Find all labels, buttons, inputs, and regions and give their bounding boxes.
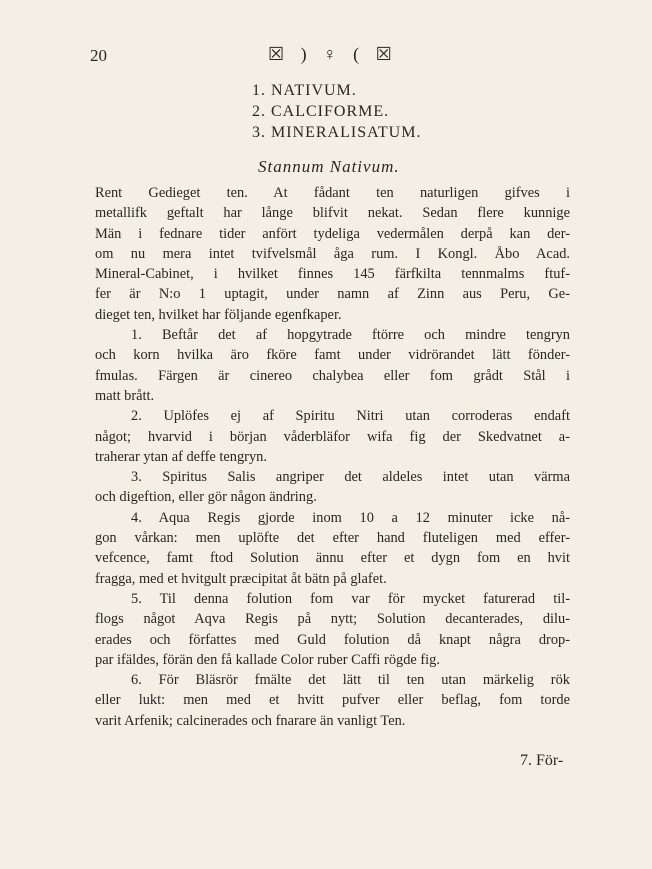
text-line: Mineral-Cabinet, i hvilket finnes 145 färfkilta tennmalms ftuf- bbox=[95, 266, 570, 283]
paragraph bbox=[95, 406, 570, 467]
heading-list bbox=[252, 80, 421, 143]
page-number: 20 bbox=[90, 46, 107, 65]
text-line: fmulas. Färgen är cinereo chalybea eller fom grådt Stål i bbox=[95, 367, 570, 384]
body-text bbox=[95, 183, 570, 731]
text-line: flogs något Aqva Regis på nytt; Solution decanterades, dilu- bbox=[95, 611, 570, 628]
text-line: 6. För Bläsrör fmälte det lätt til ten utan märkelig rök bbox=[131, 672, 570, 689]
text-line: Män i fednare tider anfört tydeliga vedermålen derpå kan der- bbox=[95, 225, 570, 242]
text-line: och digeftion, eller gör någon ändring. bbox=[95, 489, 317, 506]
paragraph bbox=[95, 467, 570, 508]
text-line: fragga, med et hvitgult præcipitat åt bätn på glafet. bbox=[95, 570, 387, 587]
text-line: dieget ten, hvilket har följande egenfkaper. bbox=[95, 306, 342, 323]
text-line: metallifk geftalt har långe blifvit nekat. Sedan flere kunnige bbox=[95, 205, 570, 222]
heading-item: 1. NATIVUM. bbox=[252, 82, 357, 99]
text-line: om nu mera intet tvifvelsmål åga rum. I Kongl. Åbo Acad. bbox=[95, 245, 570, 262]
text-line: 2. Uplöfes ej af Spiritu Nitri utan corroderas endaft bbox=[131, 408, 570, 425]
text-line: eller lukt: men med et hvitt pufver eller beflag, fom torde bbox=[95, 692, 570, 709]
text-line: Rent Gedieget ten. At fådant ten naturligen gifves i bbox=[95, 185, 570, 201]
text-line: 5. Til denna folution fom var för mycket faturerad til- bbox=[131, 590, 570, 607]
text-line: par ifäldes, förän den få kallade Color ruber Caffi rögde fig. bbox=[95, 651, 440, 668]
text-line: traherar ytan af deffe tengryn. bbox=[95, 448, 267, 465]
text-line: varit Arfenik; calcinerades och fnarare än vanligt Ten. bbox=[95, 712, 406, 729]
catchword: 7. För- bbox=[520, 752, 564, 769]
text-line: och korn hvilka äro fköre famt under vidrörandet lätt fönder- bbox=[95, 347, 570, 364]
text-line: vefcence, famt ftod Solution ännu efter et dygn fom en hvit bbox=[95, 550, 570, 567]
section-title: Stannum Nativum. bbox=[258, 157, 400, 176]
heading-item: 3. MINERALISATUM. bbox=[252, 124, 422, 141]
paragraph bbox=[95, 325, 570, 406]
text-line: matt brått. bbox=[95, 387, 155, 404]
text-line: något; hvarvid i början våderbläfor wifa fig der Skedvatnet a- bbox=[95, 428, 570, 445]
text-line: 4. Aqua Regis gjorde inom 10 a 12 minuter icke nå- bbox=[131, 509, 570, 526]
paragraph bbox=[95, 589, 570, 670]
paragraph bbox=[95, 183, 570, 325]
text-line: 3. Spiritus Salis angriper det aldeles intet utan värma bbox=[131, 469, 570, 486]
header-ornament: ☒ ) ♀ ( ☒ bbox=[268, 44, 398, 64]
paragraph bbox=[95, 670, 570, 731]
text-line: gon vårkan: men uplöfte det efter hand fluteligen med effer- bbox=[95, 530, 570, 547]
heading-item: 2. CALCIFORME. bbox=[252, 103, 390, 120]
text-line: fer är N:o 1 uptagit, under namn af Zinn aus Peru, Ge- bbox=[95, 286, 570, 303]
text-line: erades och författes med Guld folution då knapt några drop- bbox=[95, 631, 570, 648]
paragraph bbox=[95, 508, 570, 589]
text-line: 1. Beftår det af hopgytrade ftörre och mindre tengryn bbox=[131, 327, 570, 344]
